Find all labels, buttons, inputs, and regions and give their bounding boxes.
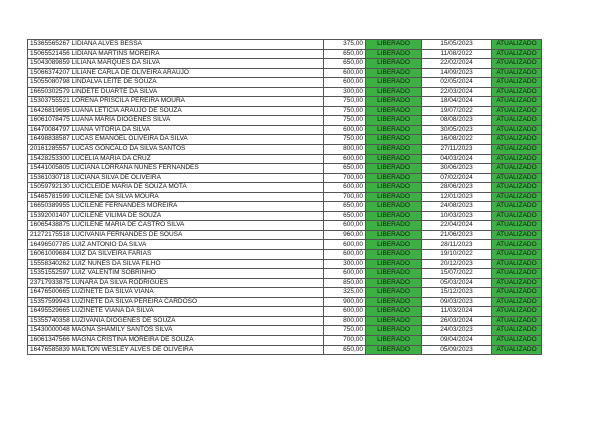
value-cell: 850,00 bbox=[324, 278, 366, 288]
person-cell: 15558340262 LUIZ NUNES DA SILVA FILHO bbox=[28, 259, 324, 269]
update-cell: ATUALIZADO bbox=[492, 135, 542, 145]
status-cell: LIBERADO bbox=[366, 97, 422, 107]
status-cell: LIBERADO bbox=[366, 278, 422, 288]
update-cell: ATUALIZADO bbox=[492, 221, 542, 231]
status-cell: LIBERADO bbox=[366, 345, 422, 355]
value-cell: 600,00 bbox=[324, 250, 366, 260]
person-cell: 16498838587 LUCAS EMANOEL OLIVEIRA DA SILVA bbox=[28, 135, 324, 145]
person-cell: 15361030718 LUCIANA SILVA DE OLIVEIRA bbox=[28, 173, 324, 183]
status-cell: LIBERADO bbox=[366, 78, 422, 88]
value-cell: 600,00 bbox=[324, 269, 366, 279]
update-cell: ATUALIZADO bbox=[492, 307, 542, 317]
person-cell: 16495529665 LUZINETE VIANA DA SILVA bbox=[28, 307, 324, 317]
update-cell: ATUALIZADO bbox=[492, 230, 542, 240]
person-cell: 16496507785 LUIZ ANTONIO DA SILVA bbox=[28, 240, 324, 250]
table-row bbox=[28, 297, 542, 307]
status-cell: LIBERADO bbox=[366, 221, 422, 231]
table-row bbox=[28, 145, 542, 155]
table-row bbox=[28, 135, 542, 145]
date-cell: 19/10/2022 bbox=[422, 250, 492, 260]
table-row bbox=[28, 288, 542, 298]
table-row bbox=[28, 345, 542, 355]
status-cell: LIBERADO bbox=[366, 59, 422, 69]
value-cell: 900,00 bbox=[324, 297, 366, 307]
status-cell: LIBERADO bbox=[366, 202, 422, 212]
value-cell: 750,00 bbox=[324, 135, 366, 145]
date-cell: 30/05/2023 bbox=[422, 125, 492, 135]
person-cell: 15357599943 LUZINETE DA SILVA PEREIRA CARDOSO bbox=[28, 297, 324, 307]
value-cell: 600,00 bbox=[324, 307, 366, 317]
table-row bbox=[28, 106, 542, 116]
update-cell: ATUALIZADO bbox=[492, 259, 542, 269]
update-cell: ATUALIZADO bbox=[492, 250, 542, 260]
status-cell: LIBERADO bbox=[366, 326, 422, 336]
date-cell: 05/03/2024 bbox=[422, 278, 492, 288]
update-cell: ATUALIZADO bbox=[492, 106, 542, 116]
value-cell: 800,00 bbox=[324, 316, 366, 326]
status-cell: LIBERADO bbox=[366, 269, 422, 279]
date-cell: 09/03/2023 bbox=[422, 297, 492, 307]
person-cell: 16476500665 LUZINETE DA SILVA VIANA bbox=[28, 288, 324, 298]
value-cell: 325,00 bbox=[324, 288, 366, 298]
person-cell: 16061347566 MAGNA CRISTINA MOREIRA DE SOUZA bbox=[28, 335, 324, 345]
person-cell: 16426819695 LUANA LETICIA ARAUJO DE SOUZA bbox=[28, 106, 324, 116]
date-cell: 11/08/2022 bbox=[422, 49, 492, 59]
person-cell: 15365565267 LIDIANA ALVES BESSA bbox=[28, 40, 324, 50]
date-cell: 27/11/2023 bbox=[422, 145, 492, 155]
update-cell: ATUALIZADO bbox=[492, 211, 542, 221]
table-row bbox=[28, 278, 542, 288]
update-cell: ATUALIZADO bbox=[492, 164, 542, 174]
update-cell: ATUALIZADO bbox=[492, 78, 542, 88]
person-cell: 15055080798 LINDALVA LEITE DE SOUZA bbox=[28, 78, 324, 88]
value-cell: 600,00 bbox=[324, 78, 366, 88]
date-cell: 30/06/2023 bbox=[422, 164, 492, 174]
status-cell: LIBERADO bbox=[366, 297, 422, 307]
status-cell: LIBERADO bbox=[366, 116, 422, 126]
person-cell: 15392001407 LUCILENE VILIMA DE SOUZA bbox=[28, 211, 324, 221]
person-cell: 15043089859 LILIANA MARQUES DA SILVA bbox=[28, 59, 324, 69]
status-cell: LIBERADO bbox=[366, 164, 422, 174]
table-row bbox=[28, 40, 542, 50]
table-row bbox=[28, 240, 542, 250]
date-cell: 19/07/2022 bbox=[422, 106, 492, 116]
table-row bbox=[28, 202, 542, 212]
status-cell: LIBERADO bbox=[366, 106, 422, 116]
table-row bbox=[28, 230, 542, 240]
date-cell: 15/05/2023 bbox=[422, 40, 492, 50]
status-cell: LIBERADO bbox=[366, 259, 422, 269]
value-cell: 650,00 bbox=[324, 164, 366, 174]
table-row bbox=[28, 326, 542, 336]
value-cell: 800,00 bbox=[324, 145, 366, 155]
table-row bbox=[28, 87, 542, 97]
status-cell: LIBERADO bbox=[366, 145, 422, 155]
status-cell: LIBERADO bbox=[366, 230, 422, 240]
person-cell: 16650302579 LINDETE DUARTE DA SILVA bbox=[28, 87, 324, 97]
status-cell: LIBERADO bbox=[366, 135, 422, 145]
update-cell: ATUALIZADO bbox=[492, 59, 542, 69]
table-row bbox=[28, 259, 542, 269]
value-cell: 600,00 bbox=[324, 183, 366, 193]
update-cell: ATUALIZADO bbox=[492, 240, 542, 250]
update-cell: ATUALIZADO bbox=[492, 40, 542, 50]
update-cell: ATUALIZADO bbox=[492, 269, 542, 279]
status-cell: LIBERADO bbox=[366, 49, 422, 59]
date-cell: 07/02/2024 bbox=[422, 173, 492, 183]
update-cell: ATUALIZADO bbox=[492, 97, 542, 107]
date-cell: 22/03/2024 bbox=[422, 87, 492, 97]
date-cell: 24/08/2023 bbox=[422, 202, 492, 212]
date-cell: 16/08/2022 bbox=[422, 135, 492, 145]
person-cell: 16061009684 LUIZ DA SILVEIRA FARIAS bbox=[28, 250, 324, 260]
person-cell: 16476585839 MAILTON WESLEY ALVES DE OLIVEIRA bbox=[28, 345, 324, 355]
value-cell: 600,00 bbox=[324, 154, 366, 164]
status-cell: LIBERADO bbox=[366, 307, 422, 317]
table-row bbox=[28, 97, 542, 107]
value-cell: 700,00 bbox=[324, 335, 366, 345]
value-cell: 650,00 bbox=[324, 202, 366, 212]
value-cell: 960,00 bbox=[324, 230, 366, 240]
table-row bbox=[28, 211, 542, 221]
update-cell: ATUALIZADO bbox=[492, 68, 542, 78]
person-cell: 15065521456 LIDIANA MARTINS MOREIRA bbox=[28, 49, 324, 59]
value-cell: 650,00 bbox=[324, 49, 366, 59]
table-row bbox=[28, 269, 542, 279]
status-cell: LIBERADO bbox=[366, 68, 422, 78]
value-cell: 375,00 bbox=[324, 40, 366, 50]
table-row bbox=[28, 192, 542, 202]
table-row bbox=[28, 78, 542, 88]
table-row bbox=[28, 49, 542, 59]
person-cell: 15428253300 LUCELIA MARIA DA CRUZ bbox=[28, 154, 324, 164]
status-cell: LIBERADO bbox=[366, 183, 422, 193]
table-row bbox=[28, 125, 542, 135]
table-row bbox=[28, 307, 542, 317]
person-cell: 15303755521 LORENA PRISCILA PEREIRA MOURA bbox=[28, 97, 324, 107]
date-cell: 28/11/2023 bbox=[422, 240, 492, 250]
update-cell: ATUALIZADO bbox=[492, 125, 542, 135]
spreadsheet-body bbox=[28, 40, 542, 355]
table-row bbox=[28, 154, 542, 164]
person-cell: 20161285557 LUCAS GONCALO DA SILVA SANTOS bbox=[28, 145, 324, 155]
status-cell: LIBERADO bbox=[366, 173, 422, 183]
update-cell: ATUALIZADO bbox=[492, 202, 542, 212]
date-cell: 11/03/2024 bbox=[422, 307, 492, 317]
date-cell: 14/09/2023 bbox=[422, 68, 492, 78]
value-cell: 600,00 bbox=[324, 221, 366, 231]
update-cell: ATUALIZADO bbox=[492, 49, 542, 59]
value-cell: 650,00 bbox=[324, 59, 366, 69]
date-cell: 26/03/2024 bbox=[422, 316, 492, 326]
value-cell: 600,00 bbox=[324, 125, 366, 135]
status-cell: LIBERADO bbox=[366, 316, 422, 326]
date-cell: 08/08/2023 bbox=[422, 116, 492, 126]
table-row bbox=[28, 221, 542, 231]
table-row bbox=[28, 164, 542, 174]
value-cell: 650,00 bbox=[324, 345, 366, 355]
person-cell: 15465781599 LUCILENE DA SILVA MOURA bbox=[28, 192, 324, 202]
table-row bbox=[28, 335, 542, 345]
person-cell: 16650389955 LUCILENE FERNANDES MOREIRA bbox=[28, 202, 324, 212]
date-cell: 04/03/2024 bbox=[422, 154, 492, 164]
update-cell: ATUALIZADO bbox=[492, 297, 542, 307]
status-cell: LIBERADO bbox=[366, 192, 422, 202]
update-cell: ATUALIZADO bbox=[492, 154, 542, 164]
person-cell: 15059792130 LUCICLEIDE MARIA DE SOUZA MOTA bbox=[28, 183, 324, 193]
value-cell: 700,00 bbox=[324, 192, 366, 202]
update-cell: ATUALIZADO bbox=[492, 335, 542, 345]
spreadsheet-table bbox=[27, 39, 542, 355]
status-cell: LIBERADO bbox=[366, 154, 422, 164]
person-cell: 21272175518 LUCIVANIA FERNANDES DE SOUSA bbox=[28, 230, 324, 240]
table-row bbox=[28, 59, 542, 69]
value-cell: 600,00 bbox=[324, 68, 366, 78]
status-cell: LIBERADO bbox=[366, 288, 422, 298]
status-cell: LIBERADO bbox=[366, 250, 422, 260]
table-row bbox=[28, 183, 542, 193]
person-cell: 15441005805 LUCIANA LORRANA NUNES FERNANDES bbox=[28, 164, 324, 174]
date-cell: 20/12/2023 bbox=[422, 259, 492, 269]
table-row bbox=[28, 173, 542, 183]
status-cell: LIBERADO bbox=[366, 87, 422, 97]
date-cell: 22/04/2024 bbox=[422, 221, 492, 231]
value-cell: 300,00 bbox=[324, 259, 366, 269]
date-cell: 15/12/2023 bbox=[422, 288, 492, 298]
value-cell: 750,00 bbox=[324, 106, 366, 116]
update-cell: ATUALIZADO bbox=[492, 316, 542, 326]
date-cell: 15/07/2022 bbox=[422, 269, 492, 279]
update-cell: ATUALIZADO bbox=[492, 183, 542, 193]
person-cell: 16470084797 LUANA VITORIA DA SILVA bbox=[28, 125, 324, 135]
person-cell: 16061078475 LUANA MARIA DIOGENES SILVA bbox=[28, 116, 324, 126]
person-cell: 23717933875 LUNARA DA SILVA RODRIGUES bbox=[28, 278, 324, 288]
table-row bbox=[28, 116, 542, 126]
update-cell: ATUALIZADO bbox=[492, 116, 542, 126]
value-cell: 650,00 bbox=[324, 211, 366, 221]
date-cell: 24/03/2023 bbox=[422, 326, 492, 336]
update-cell: ATUALIZADO bbox=[492, 345, 542, 355]
date-cell: 18/04/2024 bbox=[422, 97, 492, 107]
date-cell: 02/05/2024 bbox=[422, 78, 492, 88]
value-cell: 750,00 bbox=[324, 326, 366, 336]
date-cell: 12/01/2023 bbox=[422, 192, 492, 202]
value-cell: 750,00 bbox=[324, 116, 366, 126]
table-row bbox=[28, 68, 542, 78]
value-cell: 700,00 bbox=[324, 173, 366, 183]
person-cell: 16065438875 LUCILENE MARIA DE CASTRO SILVA bbox=[28, 221, 324, 231]
date-cell: 22/02/2024 bbox=[422, 59, 492, 69]
status-cell: LIBERADO bbox=[366, 40, 422, 50]
update-cell: ATUALIZADO bbox=[492, 326, 542, 336]
value-cell: 600,00 bbox=[324, 240, 366, 250]
person-cell: 15351552597 LUIZ VALENTIM SOBRINHO bbox=[28, 269, 324, 279]
status-cell: LIBERADO bbox=[366, 335, 422, 345]
update-cell: ATUALIZADO bbox=[492, 87, 542, 97]
status-cell: LIBERADO bbox=[366, 211, 422, 221]
table-row bbox=[28, 250, 542, 260]
status-cell: LIBERADO bbox=[366, 240, 422, 250]
update-cell: ATUALIZADO bbox=[492, 288, 542, 298]
person-cell: 15430000048 MAGNA SHAMILY SANTOS SILVA bbox=[28, 326, 324, 336]
value-cell: 750,00 bbox=[324, 97, 366, 107]
table-row bbox=[28, 316, 542, 326]
person-cell: 15355740358 LUZIVANIA DIOGENES DE SOUZA bbox=[28, 316, 324, 326]
update-cell: ATUALIZADO bbox=[492, 192, 542, 202]
date-cell: 05/09/2023 bbox=[422, 345, 492, 355]
status-cell: LIBERADO bbox=[366, 125, 422, 135]
date-cell: 09/04/2024 bbox=[422, 335, 492, 345]
update-cell: ATUALIZADO bbox=[492, 278, 542, 288]
value-cell: 300,00 bbox=[324, 87, 366, 97]
date-cell: 21/06/2023 bbox=[422, 230, 492, 240]
date-cell: 28/06/2023 bbox=[422, 183, 492, 193]
update-cell: ATUALIZADO bbox=[492, 173, 542, 183]
date-cell: 10/03/2023 bbox=[422, 211, 492, 221]
update-cell: ATUALIZADO bbox=[492, 145, 542, 155]
person-cell: 15066374207 LILIANE CARLA DE OLIVEIRA ARAUJO bbox=[28, 68, 324, 78]
